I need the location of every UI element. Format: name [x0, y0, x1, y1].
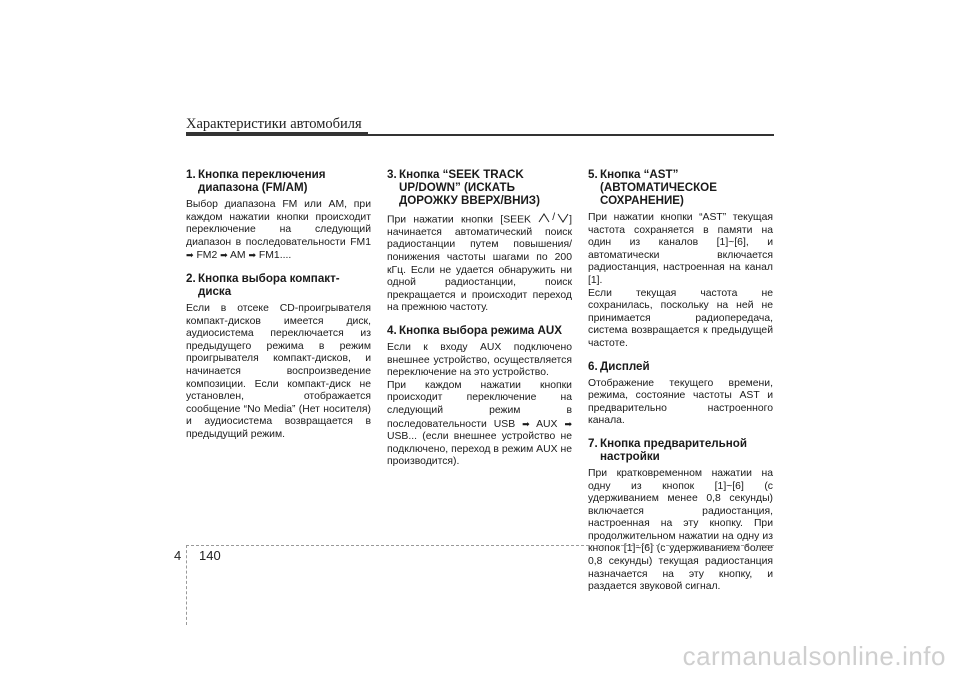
section-4-title-line-1: Кнопка выбора режима AUX	[399, 324, 562, 338]
section-5-title-line-3: СОХРАНЕНИЕ)	[600, 194, 684, 207]
section-7-title-line-1: Кнопка предварительной	[600, 436, 747, 450]
section-5-number: 5.	[588, 168, 598, 181]
section-3-title-line-3: ДОРОЖКУ ВВЕРХ/ВНИЗ)	[399, 194, 540, 207]
section-3-text	[387, 212, 572, 315]
page-header-title: Характеристики автомобиля	[186, 116, 362, 132]
header-rule	[186, 134, 774, 136]
right-arrow-icon: ➡	[186, 250, 194, 261]
band-fm1: FM1....	[258, 250, 292, 262]
right-arrow-icon: ➡	[220, 250, 228, 261]
footer-rule	[186, 545, 774, 546]
right-arrow-icon: ➡	[522, 418, 530, 429]
section-7-title	[588, 437, 773, 463]
section-3-body-post: ] начинается автоматический поиск радиостанции путем повышения/понижения частоты шагами по 200 кГц. Если не удается обнаружить ни одной радиостанции, поиск прекращается и происходит переход на прежнюю частоту.	[387, 214, 573, 314]
section-7-title-line-2: настройки	[600, 449, 660, 463]
section-3-title-line-1: Кнопка “SEEK TRACK	[399, 168, 524, 181]
column-1	[186, 168, 371, 451]
section-4-text-a: Если к входу AUX подключено внешнее устройство, осуществляется переключение на это устройство.	[387, 342, 572, 379]
section-2-text: Если в отсеке CD-проигрывателя компакт-дисков имеется диск, аудиосистема переключается из предыдущего режима в режим проигрывателя компакт-дисков, и начинается воспроизведение композиции. Если компакт-диск не установлен, отображается сообщение “No Media” (Нет носителя) и аудиосистема возвращается в предыдущий режим.	[186, 302, 371, 440]
seek-icons	[538, 212, 569, 225]
header-rule-accent	[186, 132, 368, 136]
section-1-title	[186, 168, 371, 194]
section-1-title-line-1: Кнопка переключения	[198, 168, 326, 181]
section-2-title-line-2: диска	[198, 284, 232, 298]
section-3-title	[387, 168, 572, 207]
section-5-text-a: При нажатии кнопки “AST” текущая частота сохраняется в памяти на один из каналов [1]~[6], и автоматически включается радиостанция, настроенная на канал [1].	[588, 212, 773, 286]
band-fm2: FM2	[196, 250, 218, 262]
section-6-title	[588, 360, 773, 373]
section-4-title	[387, 324, 572, 337]
section-3-body-pre: При нажатии кнопки [SEEK	[387, 214, 531, 226]
right-arrow-icon: ➡	[564, 418, 573, 429]
seek-separator: /	[552, 212, 556, 223]
section-2-title	[186, 272, 371, 298]
column-2	[387, 168, 572, 478]
section-4-text-b	[387, 380, 572, 469]
section-1-body: Выбор диапазона FM или AM, при каждом нажатии кнопки происходит переключение на следующий диапазон в последовательности FM1	[186, 199, 371, 248]
section-1-text	[186, 199, 371, 263]
section-2-number: 2.	[186, 271, 196, 285]
section-6-number: 6.	[588, 359, 598, 373]
section-5-text-b: Если текущая частота не сохранилась, поскольку на ней не принимается радиопередача, система возвращается к предыдущей частоте.	[588, 287, 773, 349]
section-2-title-line-1: Кнопка выбора компакт-	[198, 271, 340, 285]
section-4-body-b: При каждом нажатии кнопки происходит переключение на следующий режим в последовательности USB	[387, 379, 572, 430]
section-7-number: 7.	[588, 436, 598, 450]
section-5-title-line-1: Кнопка “AST”	[600, 168, 679, 181]
section-3-number: 3.	[387, 168, 397, 181]
column-3	[588, 168, 773, 603]
page-number: 140	[199, 548, 221, 563]
band-am: AM	[230, 250, 246, 262]
section-4-body-c: USB... (если внешнее устройство не подключено, переход в режим AUX не производится).	[387, 431, 572, 468]
section-6-text: Отображение текущего времени, режима, состояние частоты AST и предварительно настроенного канала.	[588, 377, 773, 427]
section-6-title-line-1: Дисплей	[600, 359, 650, 373]
watermark: carmanualsonline.info	[682, 641, 946, 671]
mode-aux: AUX	[536, 418, 558, 430]
chapter-number: 4	[174, 548, 182, 563]
right-arrow-icon: ➡	[248, 250, 257, 261]
section-3-title-line-2: UP/DOWN” (ИСКАТЬ	[399, 181, 515, 194]
section-7-text: При кратковременном нажатии на одну из кнопок [1]~[6] (с удерживанием менее 0,8 секунды) включается радиостанция, настроенная на эту кнопку. При продолжительном нажатии на одну из кнопок [1]~[6] (с удерживанием более 0,8 секунды) текущая радиостанция назначается на эту кнопку, и раздается звуковой сигнал.	[588, 467, 773, 593]
section-1-title-line-2: диапазона (FM/AM)	[198, 181, 308, 194]
chevron-up-icon	[538, 213, 550, 223]
section-4-number: 4.	[387, 324, 397, 338]
footer-vertical-rule	[186, 545, 187, 625]
section-1-number: 1.	[186, 168, 196, 181]
section-5-title	[588, 168, 773, 207]
section-5-title-line-2: (АВТОМАТИЧЕСКОЕ	[600, 181, 717, 194]
chevron-down-icon	[557, 213, 569, 223]
